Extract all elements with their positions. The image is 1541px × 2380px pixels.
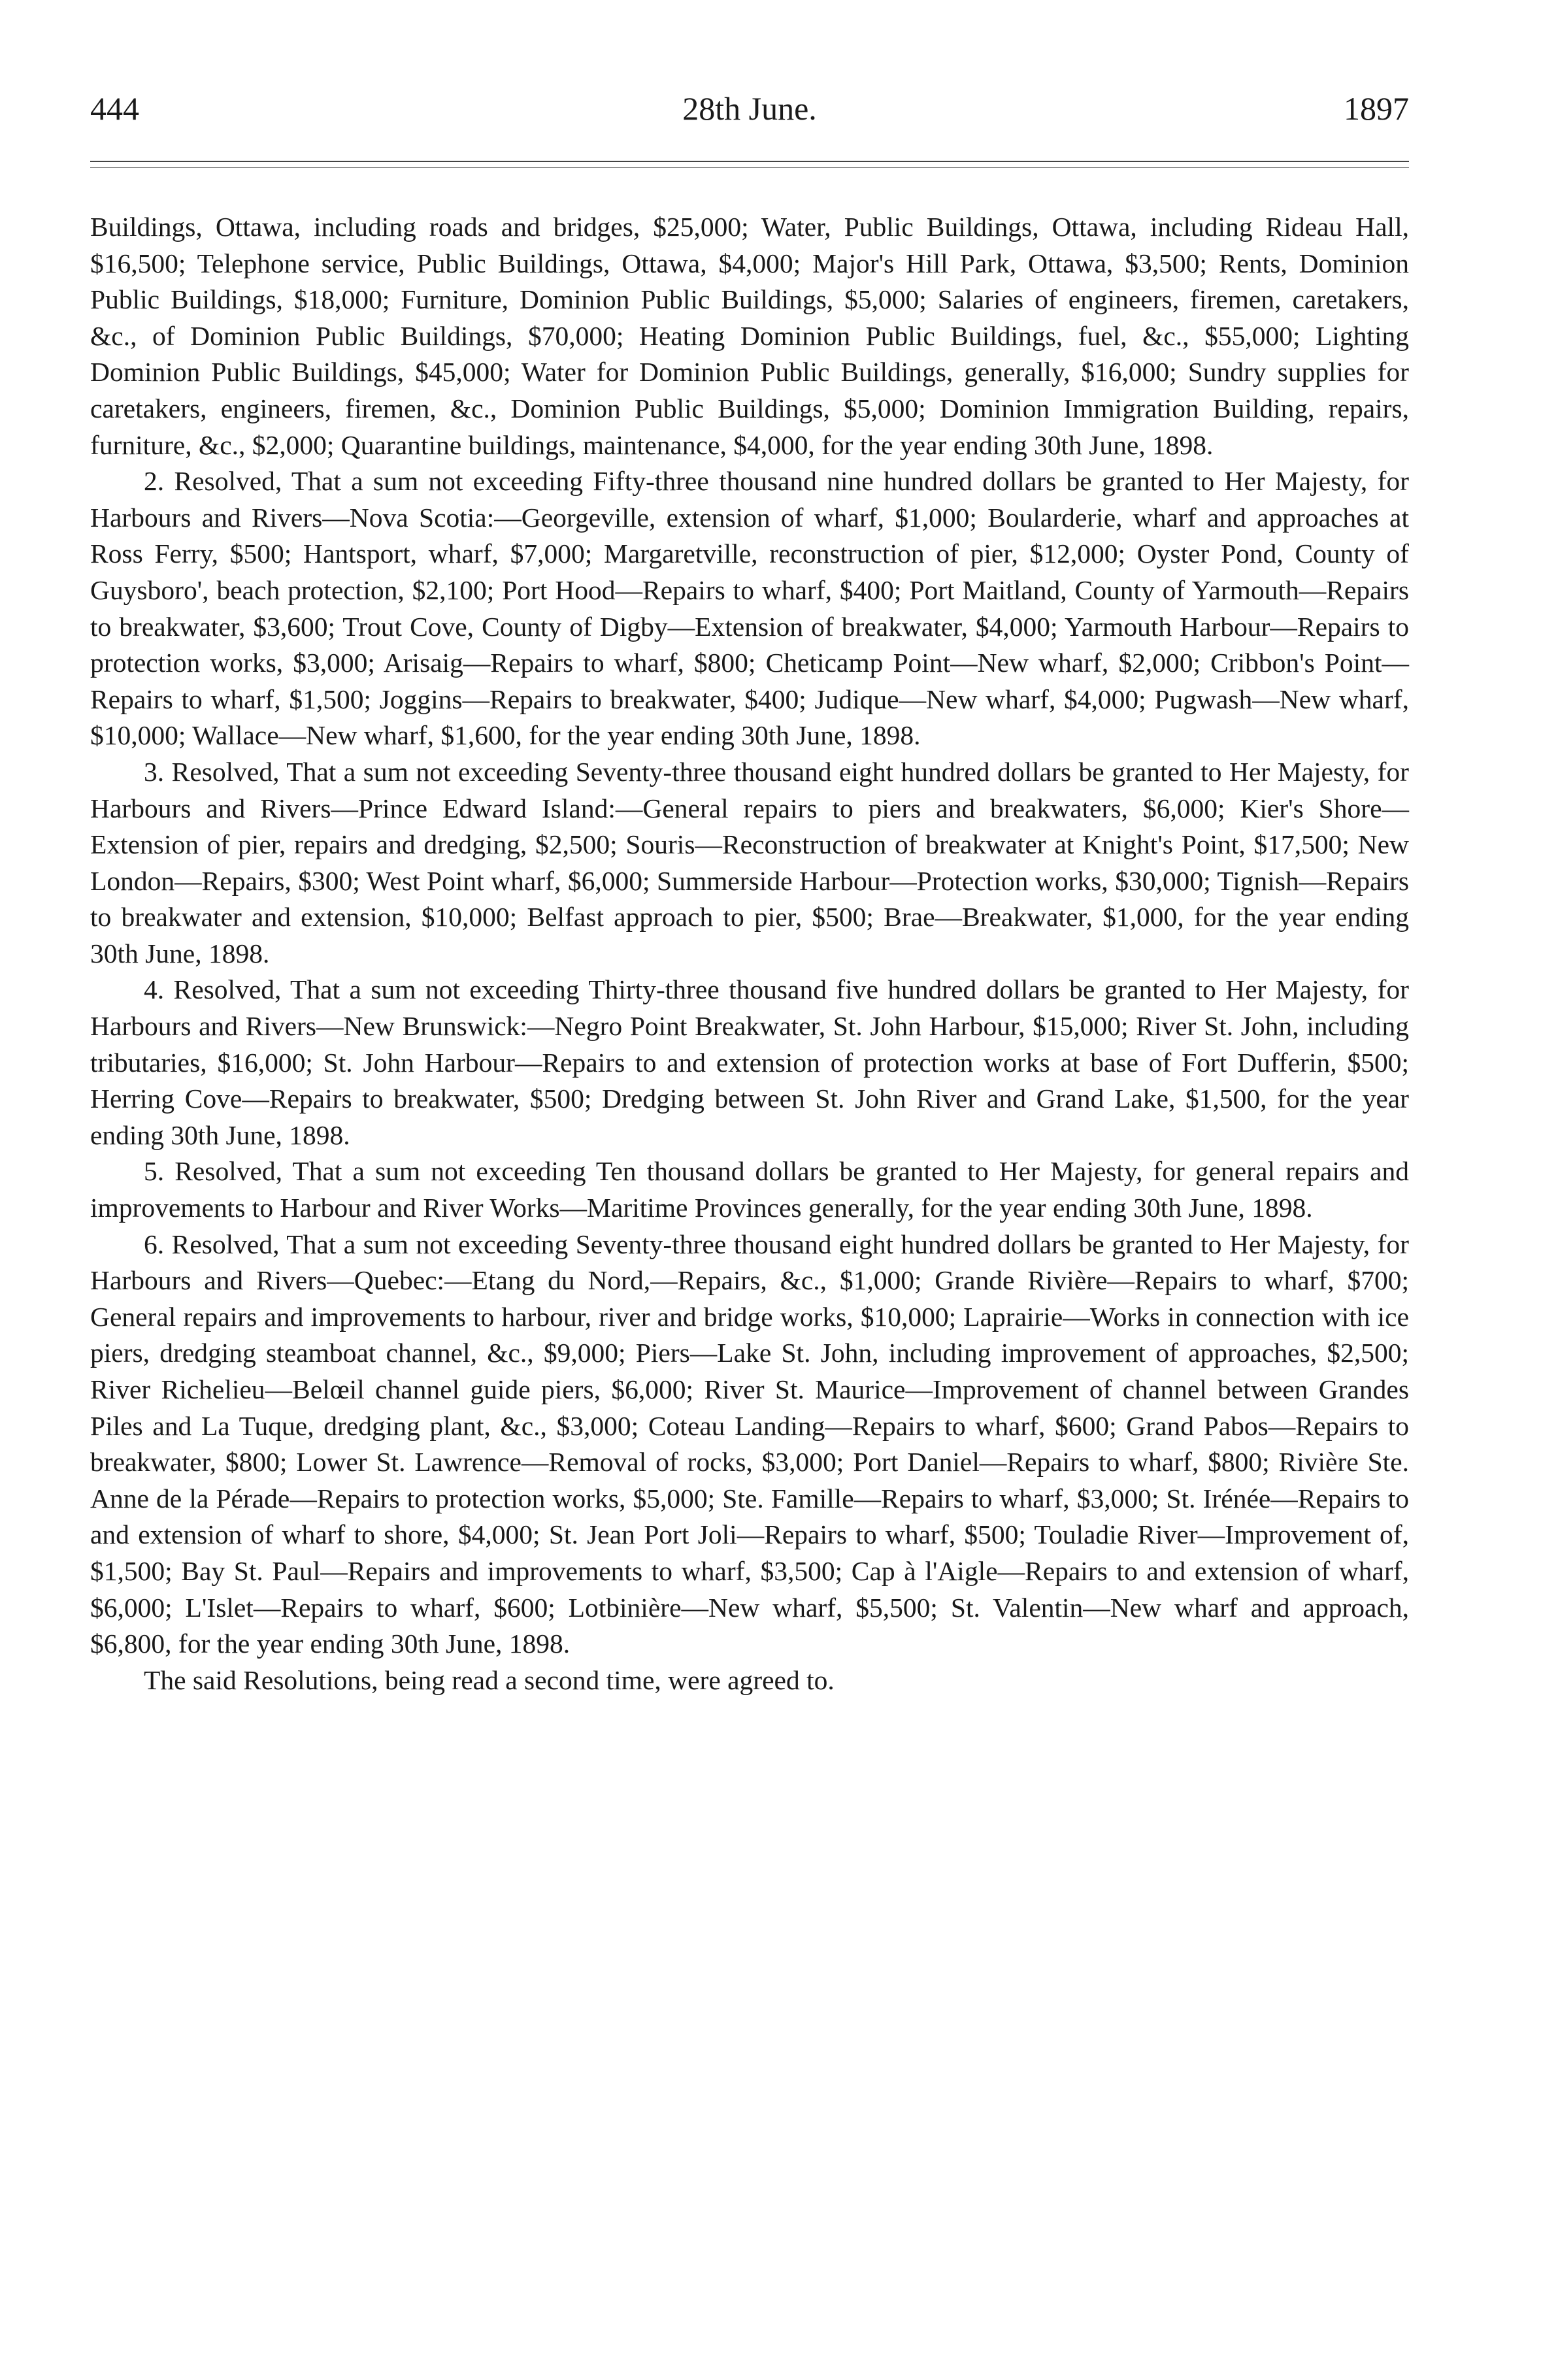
resolution-2: 2. Resolved, That a sum not exceeding Fifty-three thousand nine hundred dollars be granted to Her Majesty, for Harbours and Rivers—Nova Scotia:—Georgeville, extension of wharf, $1,000; Boularderie, wharf and approaches at Ross Ferry, $500; Hantsport, wharf, $7,000; Margaretville, reconstruction of pier, $12,000; Oyster Pond, County of Guysboro', beach protection, $2,100; Port Hood—Repairs to wharf, $400; Port Maitland, County of Yarmouth—Repairs to breakwater, $3,600; Trout Cove, County of Digby—Extension of breakwater, $4,000; Yarmouth Harbour—Repairs to protection works, $3,000; Arisaig—Repairs to wharf, $800; Cheticamp Point—New wharf, $2,000; Cribbon's Point—Repairs to wharf, $1,500; Joggins—Repairs to breakwater, $400; Judique—New wharf, $4,000; Pugwash—New wharf, $10,000; Wallace—New wharf, $1,600, for the year ending 30th June, 1898. xyxy=(90,466,1409,751)
page-date: 28th June. xyxy=(682,90,817,127)
resolution-5: 5. Resolved, That a sum not exceeding Ten thousand dollars be granted to Her Majesty, for general repairs and improvements to Harbour and River Works—Maritime Provinces generally, for the year ending 30th June, 1898. xyxy=(90,1156,1409,1223)
page-header xyxy=(90,82,1409,135)
resolution-6: 6. Resolved, That a sum not exceeding Seventy-three thousand eight hundred dollars be granted to Her Majesty, for Harbours and Rivers—Quebec:—Etang du Nord,—Repairs, &c., $1,000; Grande Rivière—Repairs to wharf, $700; General repairs and improvements to harbour, river and bridge works, $10,000; Laprairie—Works in connection with ice piers, dredging steamboat channel, &c., $9,000; Piers—Lake St. John, including improvement of approaches, $2,500; River Richelieu—Belœil channel guide piers, $6,000; River St. Maurice—Improvement of channel between Grandes Piles and La Tuque, dredging plant, &c., $3,000; Coteau Landing—Repairs to wharf, $600; Grand Pabos—Repairs to breakwater, $800; Lower St. Lawrence—Removal of rocks, $3,000; Port Daniel—Repairs to wharf, $800; Rivière Ste. Anne de la Pérade—Repairs to protection works, $5,000; Ste. Famille—Repairs to wharf, $3,000; St. Irénée—Repairs to and extension of wharf to shore, $4,000; St. Jean Port Joli—Repairs to wharf, $500; Touladie River—Improvement of, $1,500; Bay St. Paul—Repairs and improvements to wharf, $3,500; Cap à l'Aigle—Repairs to and extension of wharf, $6,000; L'Islet—Repairs to wharf, $600; Lotbinière—New wharf, $5,500; St. Valentin—New wharf and approach, $6,800, for the year ending 30th June, 1898. xyxy=(90,1229,1409,1659)
page-year: 1897 xyxy=(1344,90,1409,127)
resolution-3: 3. Resolved, That a sum not exceeding Seventy-three thousand eight hundred dollars be granted to Her Majesty, for Harbours and Rivers—Prince Edward Island:—General repairs to piers and breakwaters, $6,000; Kier's Shore—Extension of pier, repairs and dredging, $2,500; Souris—Reconstruction of breakwater at Knight's Point, $17,500; New London—Repairs, $300; West Point wharf, $6,000; Summerside Harbour—Protection works, $30,000; Tignish—Repairs to breakwater and extension, $10,000; Belfast approach to pier, $500; Brae—Breakwater, $1,000, for the year ending 30th June, 1898. xyxy=(90,756,1409,968)
header-rule-secondary xyxy=(90,167,1409,168)
body-text xyxy=(90,209,1409,1698)
paragraph-continuation: Buildings, Ottawa, including roads and bridges, $25,000; Water, Public Buildings, Ottawa, including Rideau Hall, $16,500; Telephone service, Public Buildings, Ottawa, $4,000; Major's Hill Park, Ottawa, $3,500; Rents, Dominion Public Buildings, $18,000; Furniture, Dominion Public Buildings, $5,000; Salaries of engineers, firemen, caretakers, &c., of Dominion Public Buildings, $70,000; Heating Dominion Public Buildings, fuel, &c., $55,000; Lighting Dominion Public Buildings, $45,000; Water for Dominion Public Buildings, generally, $16,000; Sundry supplies for caretakers, engineers, firemen, &c., Dominion Public Buildings, $5,000; Dominion Immigration Building, repairs, furniture, &c., $2,000; Quarantine buildings, maintenance, $4,000, for the year ending 30th June, 1898. xyxy=(90,212,1409,460)
closing-statement: The said Resolutions, being read a second time, were agreed to. xyxy=(144,1664,835,1695)
resolution-4: 4. Resolved, That a sum not exceeding Thirty-three thousand five hundred dollars be granted to Her Majesty, for Harbours and Rivers—New Brunswick:—Negro Point Breakwater, St. John Harbour, $15,000; River St. John, including tributaries, $16,000; St. John Harbour—Repairs to and extension of protection works at base of Fort Dufferin, $500; Herring Cove—Repairs to breakwater, $500; Dredging between St. John River and Grand Lake, $1,500, for the year ending 30th June, 1898. xyxy=(90,974,1409,1150)
header-rule xyxy=(90,161,1409,162)
page-number: 444 xyxy=(90,90,139,127)
